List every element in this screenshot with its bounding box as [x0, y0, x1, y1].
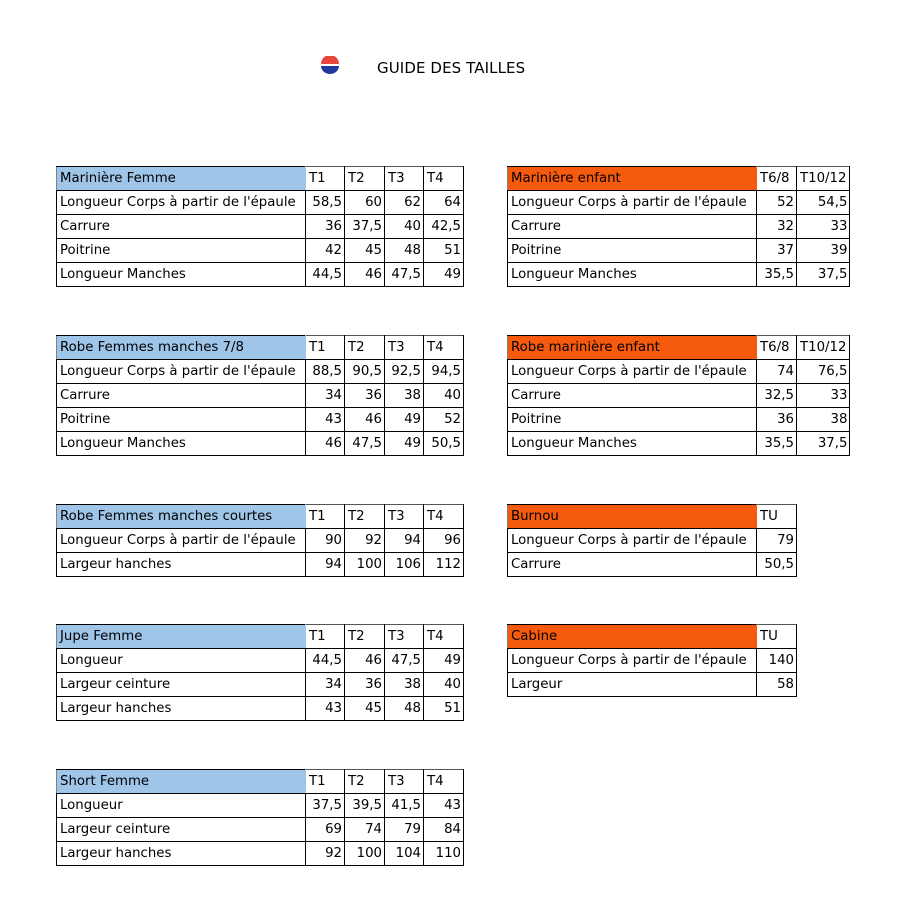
- cell-value: 43: [306, 408, 345, 432]
- cell-value: 40: [385, 215, 424, 239]
- cell-value: 37,5: [345, 215, 385, 239]
- cell-value: 46: [345, 649, 385, 673]
- row-label: Longueur Corps à partir de l'épaule: [508, 360, 757, 384]
- table-row: [57, 794, 464, 818]
- cell-value: 45: [345, 697, 385, 721]
- table-row: [57, 649, 464, 673]
- table-title: Burnou: [508, 505, 757, 529]
- row-label: Carrure: [508, 553, 757, 577]
- cell-value: 90,5: [345, 360, 385, 384]
- row-label: Longueur Corps à partir de l'épaule: [508, 649, 757, 673]
- cell-value: 40: [424, 384, 464, 408]
- cell-value: 44,5: [306, 649, 345, 673]
- size-table-burnou: [507, 504, 797, 577]
- cell-value: 48: [385, 697, 424, 721]
- size-header: T6/8: [757, 336, 797, 360]
- row-label: Largeur hanches: [57, 697, 306, 721]
- cell-value: 112: [424, 553, 464, 577]
- table-row: [57, 842, 464, 866]
- size-header: T1: [306, 625, 345, 649]
- cell-value: 100: [345, 553, 385, 577]
- row-label: Longueur Manches: [508, 263, 757, 287]
- size-table-robe-mariniere-enfant: [507, 335, 850, 456]
- row-label: Longueur Corps à partir de l'épaule: [508, 529, 757, 553]
- row-label: Longueur Manches: [57, 263, 306, 287]
- table-row: [508, 432, 850, 456]
- size-header: TU: [757, 505, 797, 529]
- row-label: Poitrine: [508, 239, 757, 263]
- cell-value: 39: [797, 239, 850, 263]
- size-header: T2: [345, 770, 385, 794]
- cell-value: 52: [424, 408, 464, 432]
- size-header: T2: [345, 505, 385, 529]
- table-row: [57, 263, 464, 287]
- cell-value: 44,5: [306, 263, 345, 287]
- size-header: T2: [345, 336, 385, 360]
- cell-value: 37,5: [797, 432, 850, 456]
- size-table-short-femme: [56, 769, 464, 866]
- table-row: [508, 239, 850, 263]
- cell-value: 48: [385, 239, 424, 263]
- cell-value: 94: [385, 529, 424, 553]
- table-title: Short Femme: [57, 770, 306, 794]
- cell-value: 37,5: [797, 263, 850, 287]
- cell-value: 88,5: [306, 360, 345, 384]
- cell-value: 100: [345, 842, 385, 866]
- cell-value: 60: [345, 191, 385, 215]
- brand-logo-icon: [319, 56, 341, 74]
- cell-value: 84: [424, 818, 464, 842]
- size-header: T10/12: [797, 336, 850, 360]
- row-label: Carrure: [57, 215, 306, 239]
- cell-value: 46: [345, 408, 385, 432]
- cell-value: 64: [424, 191, 464, 215]
- cell-value: 58,5: [306, 191, 345, 215]
- cell-value: 96: [424, 529, 464, 553]
- row-label: Poitrine: [508, 408, 757, 432]
- size-header: T2: [345, 167, 385, 191]
- cell-value: 94,5: [424, 360, 464, 384]
- cell-value: 51: [424, 239, 464, 263]
- table-row: [508, 529, 797, 553]
- cell-value: 36: [757, 408, 797, 432]
- cell-value: 32,5: [757, 384, 797, 408]
- size-header: T10/12: [797, 167, 850, 191]
- cell-value: 76,5: [797, 360, 850, 384]
- cell-value: 32: [757, 215, 797, 239]
- cell-value: 110: [424, 842, 464, 866]
- table-title: Marinière Femme: [57, 167, 306, 191]
- row-label: Longueur Manches: [57, 432, 306, 456]
- cell-value: 43: [306, 697, 345, 721]
- table-row: [57, 673, 464, 697]
- row-label: Longueur: [57, 794, 306, 818]
- size-table-cabine: [507, 624, 797, 697]
- cell-value: 35,5: [757, 263, 797, 287]
- row-label: Largeur: [508, 673, 757, 697]
- size-table-jupe-femme: [56, 624, 464, 721]
- table-row: [508, 215, 850, 239]
- size-header: T4: [424, 625, 464, 649]
- table-row: [508, 673, 797, 697]
- cell-value: 42: [306, 239, 345, 263]
- table-row: [508, 360, 850, 384]
- row-label: Largeur hanches: [57, 553, 306, 577]
- size-header: TU: [757, 625, 797, 649]
- cell-value: 33: [797, 384, 850, 408]
- cell-value: 38: [385, 673, 424, 697]
- table-row: [57, 408, 464, 432]
- cell-value: 47,5: [385, 263, 424, 287]
- row-label: Largeur ceinture: [57, 673, 306, 697]
- size-header: T3: [385, 625, 424, 649]
- size-header: T1: [306, 167, 345, 191]
- cell-value: 106: [385, 553, 424, 577]
- cell-value: 43: [424, 794, 464, 818]
- cell-value: 92,5: [385, 360, 424, 384]
- table-row: [57, 553, 464, 577]
- row-label: Poitrine: [57, 239, 306, 263]
- cell-value: 36: [345, 673, 385, 697]
- cell-value: 42,5: [424, 215, 464, 239]
- row-label: Longueur Corps à partir de l'épaule: [57, 191, 306, 215]
- table-row: [57, 360, 464, 384]
- row-label: Largeur ceinture: [57, 818, 306, 842]
- row-label: Carrure: [57, 384, 306, 408]
- cell-value: 54,5: [797, 191, 850, 215]
- size-header: T6/8: [757, 167, 797, 191]
- table-row: [57, 384, 464, 408]
- table-row: [57, 818, 464, 842]
- table-row: [57, 191, 464, 215]
- size-table-robe-femmes-courtes: [56, 504, 464, 577]
- cell-value: 47,5: [345, 432, 385, 456]
- cell-value: 94: [306, 553, 345, 577]
- size-table-robe-femmes-78: [56, 335, 464, 456]
- row-label: Largeur hanches: [57, 842, 306, 866]
- cell-value: 34: [306, 673, 345, 697]
- cell-value: 49: [424, 263, 464, 287]
- row-label: Longueur: [57, 649, 306, 673]
- table-row: [508, 408, 850, 432]
- row-label: Longueur Manches: [508, 432, 757, 456]
- cell-value: 69: [306, 818, 345, 842]
- cell-value: 46: [306, 432, 345, 456]
- cell-value: 74: [757, 360, 797, 384]
- size-header: T4: [424, 505, 464, 529]
- cell-value: 140: [757, 649, 797, 673]
- table-row: [57, 215, 464, 239]
- cell-value: 92: [306, 842, 345, 866]
- table-row: [57, 529, 464, 553]
- size-header: T1: [306, 505, 345, 529]
- cell-value: 79: [757, 529, 797, 553]
- cell-value: 51: [424, 697, 464, 721]
- table-row: [508, 384, 850, 408]
- cell-value: 37: [757, 239, 797, 263]
- size-header: T2: [345, 625, 385, 649]
- cell-value: 74: [345, 818, 385, 842]
- cell-value: 52: [757, 191, 797, 215]
- cell-value: 50,5: [757, 553, 797, 577]
- table-title: Robe marinière enfant: [508, 336, 757, 360]
- row-label: Carrure: [508, 384, 757, 408]
- size-table-mariniere-femme: [56, 166, 464, 287]
- size-table-mariniere-enfant: [507, 166, 850, 287]
- size-header: T3: [385, 770, 424, 794]
- cell-value: 49: [385, 432, 424, 456]
- cell-value: 41,5: [385, 794, 424, 818]
- cell-value: 92: [345, 529, 385, 553]
- size-header: T1: [306, 336, 345, 360]
- row-label: Longueur Corps à partir de l'épaule: [57, 529, 306, 553]
- cell-value: 36: [345, 384, 385, 408]
- size-header: T4: [424, 167, 464, 191]
- cell-value: 38: [385, 384, 424, 408]
- cell-value: 46: [345, 263, 385, 287]
- size-header: T3: [385, 167, 424, 191]
- table-title: Marinière enfant: [508, 167, 757, 191]
- cell-value: 50,5: [424, 432, 464, 456]
- cell-value: 33: [797, 215, 850, 239]
- cell-value: 45: [345, 239, 385, 263]
- cell-value: 39,5: [345, 794, 385, 818]
- cell-value: 40: [424, 673, 464, 697]
- size-header: T3: [385, 505, 424, 529]
- cell-value: 90: [306, 529, 345, 553]
- cell-value: 49: [424, 649, 464, 673]
- cell-value: 104: [385, 842, 424, 866]
- cell-value: 49: [385, 408, 424, 432]
- size-header: T3: [385, 336, 424, 360]
- page-title: GUIDE DES TAILLES: [377, 59, 526, 77]
- cell-value: 35,5: [757, 432, 797, 456]
- size-header: T4: [424, 336, 464, 360]
- cell-value: 34: [306, 384, 345, 408]
- table-title: Cabine: [508, 625, 757, 649]
- cell-value: 36: [306, 215, 345, 239]
- cell-value: 79: [385, 818, 424, 842]
- row-label: Longueur Corps à partir de l'épaule: [57, 360, 306, 384]
- table-title: Jupe Femme: [57, 625, 306, 649]
- table-title: Robe Femmes manches courtes: [57, 505, 306, 529]
- size-header: T1: [306, 770, 345, 794]
- table-row: [57, 432, 464, 456]
- cell-value: 38: [797, 408, 850, 432]
- table-title: Robe Femmes manches 7/8: [57, 336, 306, 360]
- table-row: [508, 553, 797, 577]
- size-header: T4: [424, 770, 464, 794]
- table-row: [508, 649, 797, 673]
- table-row: [508, 191, 850, 215]
- row-label: Longueur Corps à partir de l'épaule: [508, 191, 757, 215]
- table-row: [508, 263, 850, 287]
- table-row: [57, 697, 464, 721]
- row-label: Carrure: [508, 215, 757, 239]
- table-row: [57, 239, 464, 263]
- cell-value: 58: [757, 673, 797, 697]
- row-label: Poitrine: [57, 408, 306, 432]
- cell-value: 47,5: [385, 649, 424, 673]
- cell-value: 62: [385, 191, 424, 215]
- cell-value: 37,5: [306, 794, 345, 818]
